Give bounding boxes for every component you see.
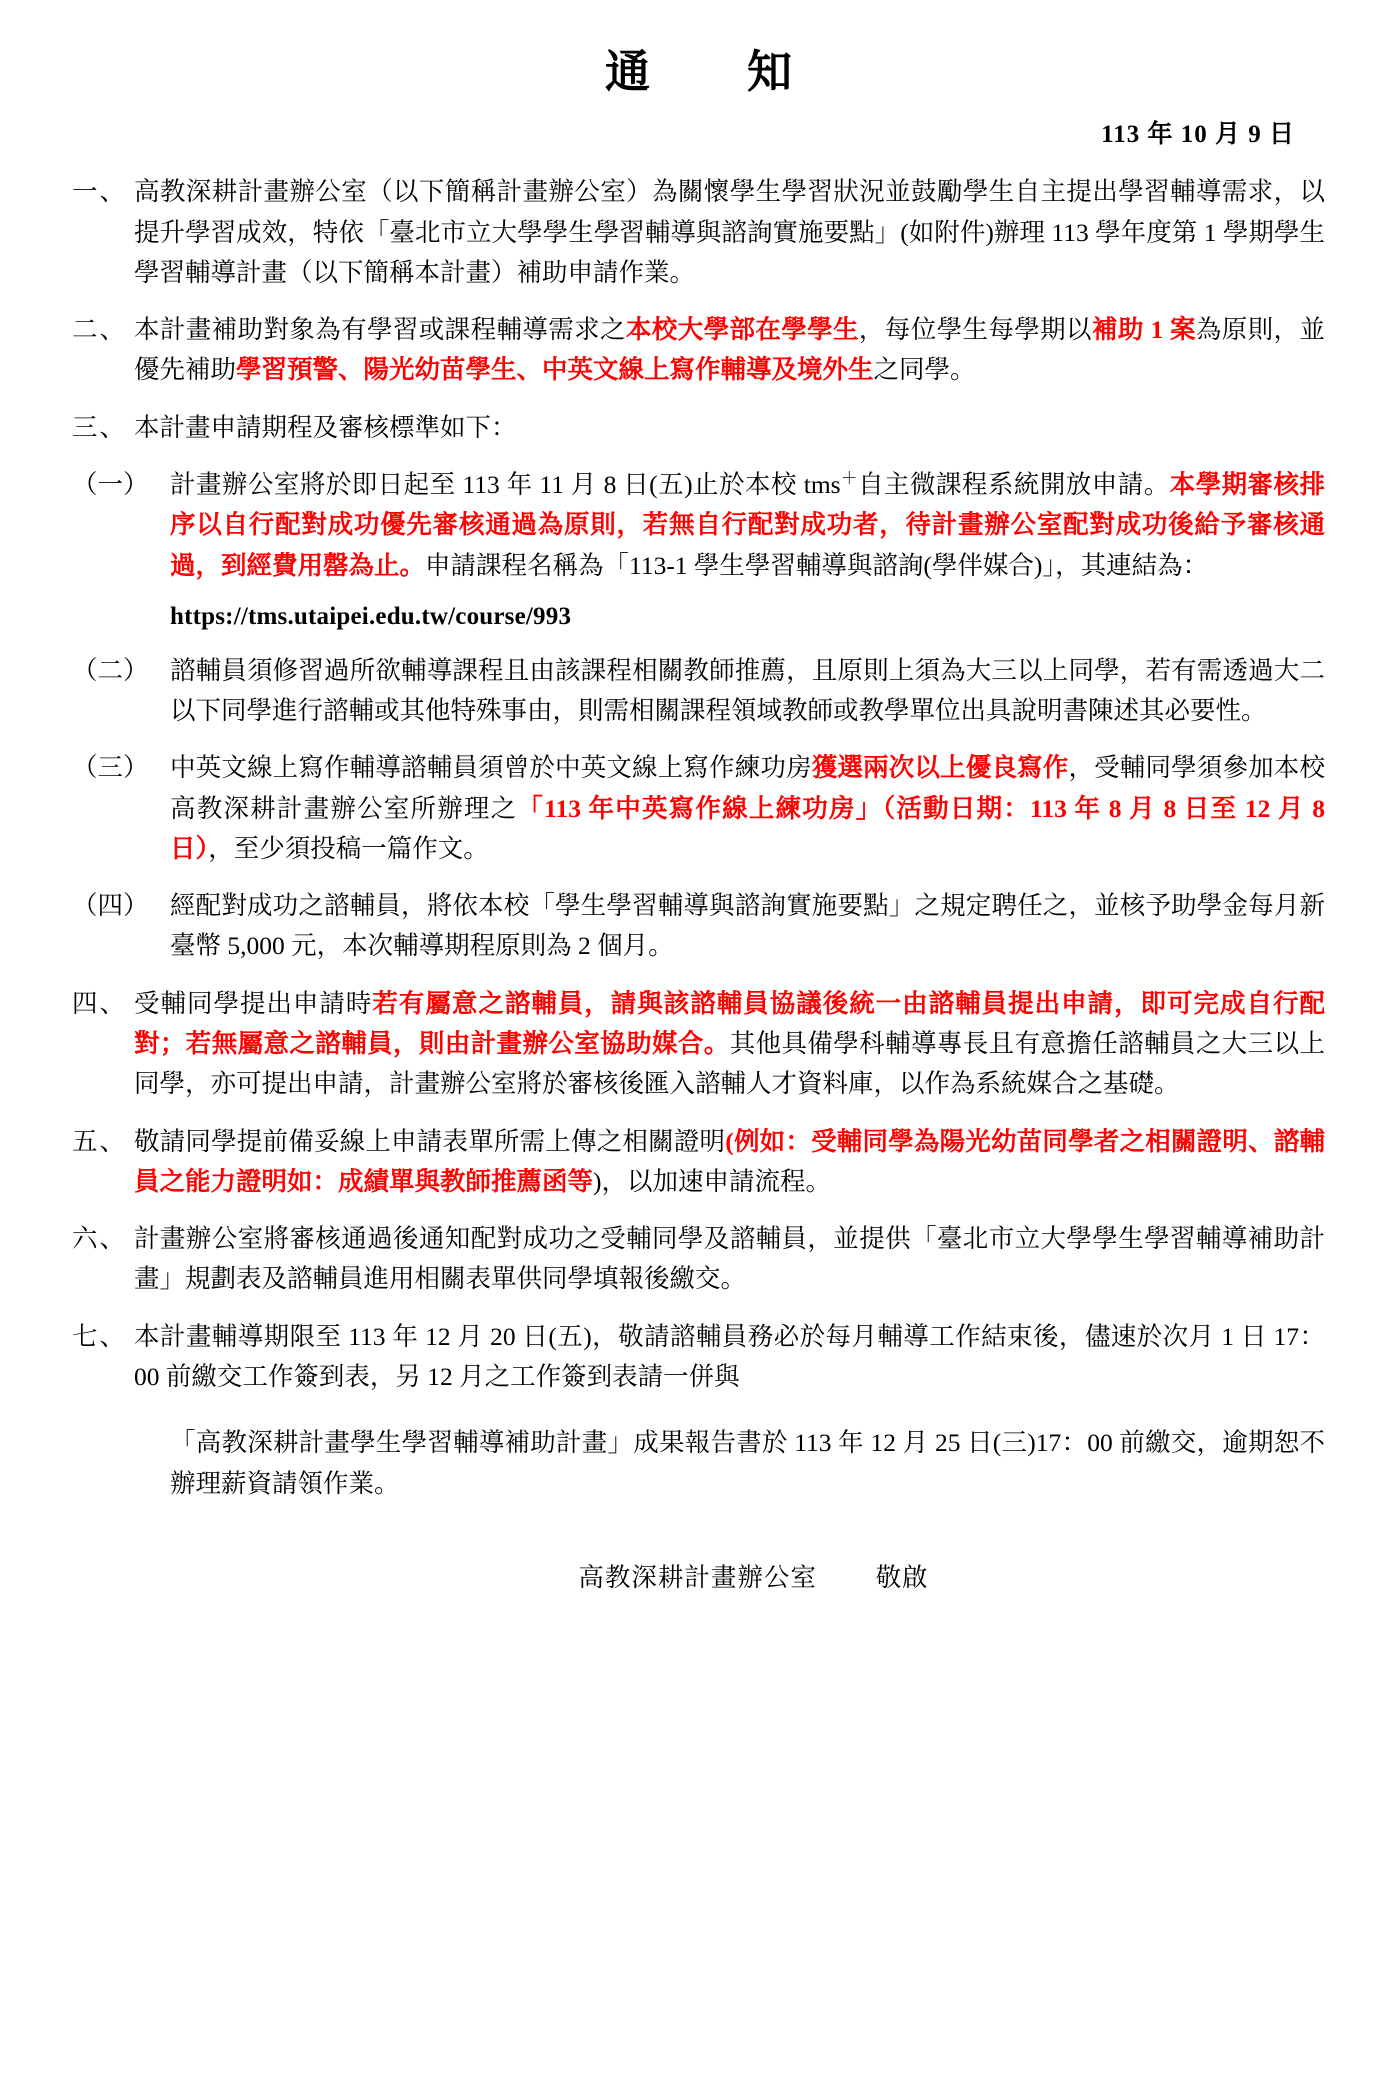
emphasis-text: 「113 年中英寫作線上練功房」（活動日期：113 年 8 月 8 日至 12 月 8 日） [170, 793, 1325, 863]
plain-text: 為原則，並優先補助 [134, 315, 1325, 385]
clause-item [72, 748, 1325, 869]
clause-item [72, 1317, 1325, 1398]
plain-text: )，以加速申請流程。 [593, 1166, 832, 1196]
clause-item [72, 1122, 1325, 1203]
plain-text: 本計畫補助對象為有學習或課程輔導需求之 [134, 315, 626, 345]
clause-item [72, 310, 1325, 391]
clause-item [72, 886, 1325, 967]
clause-text [170, 651, 1325, 732]
signature-line [72, 1558, 1325, 1594]
clause-text [134, 172, 1325, 293]
plain-text: 本計畫輔導期限至 113 年 12 月 20 日(五)，敬請諮輔員務必於每月輔導工作結束後，儘速於次月 1 日 17：00 前繳交工作簽到表，另 12 月之工作簽到表請一併與 [134, 1321, 1325, 1391]
clause-marker: 五、 [72, 1126, 128, 1156]
clause-text [170, 748, 1325, 869]
clause-marker: 一、 [72, 177, 128, 207]
plain-text: 申請課程名稱為「113-1 學生學習輔導與諮詢(學伴媒合)」，其連結為： [425, 550, 1209, 580]
clause-item [72, 408, 1325, 448]
clause-text [170, 465, 1325, 586]
clause-text [134, 984, 1325, 1105]
signature-office: 高教深耕計畫辦公室 [578, 1562, 817, 1592]
tail-paragraph: 「高教深耕計畫學生學習輔導補助計畫」成果報告書於 113 年 12 月 25 日(三)17：00 前繳交，逾期恕不辦理薪資請領作業。 [170, 1428, 1325, 1498]
clause-marker: 七、 [72, 1321, 128, 1351]
clause-item [72, 465, 1325, 586]
plain-text: 計畫辦公室將審核通過後通知配對成功之受輔同學及諮輔員，並提供「臺北市立大學學生學習輔導補助計畫」規劃表及諮輔員進用相關表單供同學填報後繳交。 [134, 1224, 1325, 1294]
plain-text: ，每位學生每學期以 [858, 315, 1092, 345]
clause-text [170, 886, 1325, 967]
plain-text: 高教深耕計畫辦公室（以下簡稱計畫辦公室）為關懷學生學習狀況並鼓勵學生自主提出學習輔導需求，以提升學習成效，特依「臺北市立大學學生學習輔導與諮詢實施要點」(如附件)辦理 113 學年度第 1 學期學生學習輔導計畫（以下簡稱本計畫）補助申請作業。 [134, 177, 1325, 287]
clause-marker: （一） [72, 469, 149, 499]
clause-text [134, 310, 1325, 391]
clause-marker: 六、 [72, 1224, 128, 1254]
clause-text [134, 1219, 1325, 1300]
plain-text: ，受輔同學須參加本校高教深耕計畫辦公室所辦理之 [170, 753, 1325, 823]
clause-marker: 三、 [72, 412, 128, 442]
plain-text: 諮輔員須修習過所欲輔導課程且由該課程相關教師推薦，且原則上須為大三以上同學，若有需透過大二以下同學進行諮輔或其他特殊事由，則需相關課程領域教師或教學單位出具說明書陳述其必要性。 [170, 655, 1325, 726]
plain-text: 中英文線上寫作輔導諮輔員須曾於中英文線上寫作練功房 [170, 753, 812, 783]
emphasis-text: 補助 1 案 [1091, 315, 1196, 345]
clause-marker: 四、 [72, 988, 128, 1018]
clause-marker: （四） [72, 891, 149, 921]
plain-text: ，至少須投稿一篇作文。 [208, 833, 489, 863]
clause-text [134, 1122, 1325, 1203]
application-link[interactable]: https://tms.utaipei.edu.tw/course/993 [170, 602, 572, 630]
clause-text [134, 408, 1325, 448]
document-date: 113 年 10 月 9 日 [1101, 121, 1295, 149]
plain-text: 自主微課程系統開放申請。 [858, 469, 1170, 499]
clause-item [72, 1219, 1325, 1300]
emphasis-text: 本校大學部在學學生 [625, 315, 859, 345]
clause-marker: 二、 [72, 315, 128, 345]
plain-text: 計畫辦公室將於即日起至 113 年 11 月 8 日(五)止於本校 tms [170, 469, 841, 499]
plain-text: 其他具備學科輔導專長且有意擔任諮輔員之大三以上同學，亦可提出申請，計畫辦公室將於審核後匯入諮輔人才資料庫，以作為系統媒合之基礎。 [134, 1029, 1325, 1099]
emphasis-text: 若有屬意之諮輔員，請與該諮輔員協議後統一由諮輔員提出申請，即可完成自行配對；若無屬意之諮輔員，則由計畫辦公室協助媒合。 [134, 988, 1325, 1059]
plain-text: 之同學。 [873, 355, 976, 385]
clause-item [72, 984, 1325, 1105]
clause-text [134, 1317, 1325, 1398]
signature-closing: 敬啟 [875, 1562, 929, 1592]
plain-text: 敬請同學提前備妥線上申請表單所需上傳之相關證明 [134, 1126, 726, 1156]
emphasis-text: 獲選兩次以上優良寫作 [811, 753, 1069, 783]
emphasis-text: (例如：受輔同學為陽光幼苗同學者之相關證明、諮輔員之能力證明如：成績單與教師推薦函等 [134, 1126, 1325, 1196]
clause-marker: （三） [72, 753, 149, 783]
plain-text: 本計畫申請期程及審核標準如下： [134, 412, 517, 442]
clause-list [72, 172, 1325, 1397]
emphasis-text: 本學期審核排序以自行配對成功優先審核通過為原則，若無自行配對成功者，待計畫辦公室配對成功後給予審核通過，到經費用罄為止。 [170, 469, 1325, 580]
clause-marker: （二） [72, 655, 149, 685]
plain-text: 經配對成功之諮輔員，將依本校「學生學習輔導與諮詢實施要點」之規定聘任之，並核予助學金每月新臺幣 5,000 元，本次輔導期程原則為 2 個月。 [170, 891, 1325, 961]
page-title: 通 知 [604, 47, 818, 97]
plain-text: ＋ [840, 468, 859, 488]
plain-text: 受輔同學提出申請時 [134, 988, 373, 1018]
emphasis-text: 學習預警、陽光幼苗學生、中英文線上寫作輔導及境外生 [236, 355, 874, 385]
clause-item [72, 651, 1325, 732]
clause-item [72, 172, 1325, 293]
